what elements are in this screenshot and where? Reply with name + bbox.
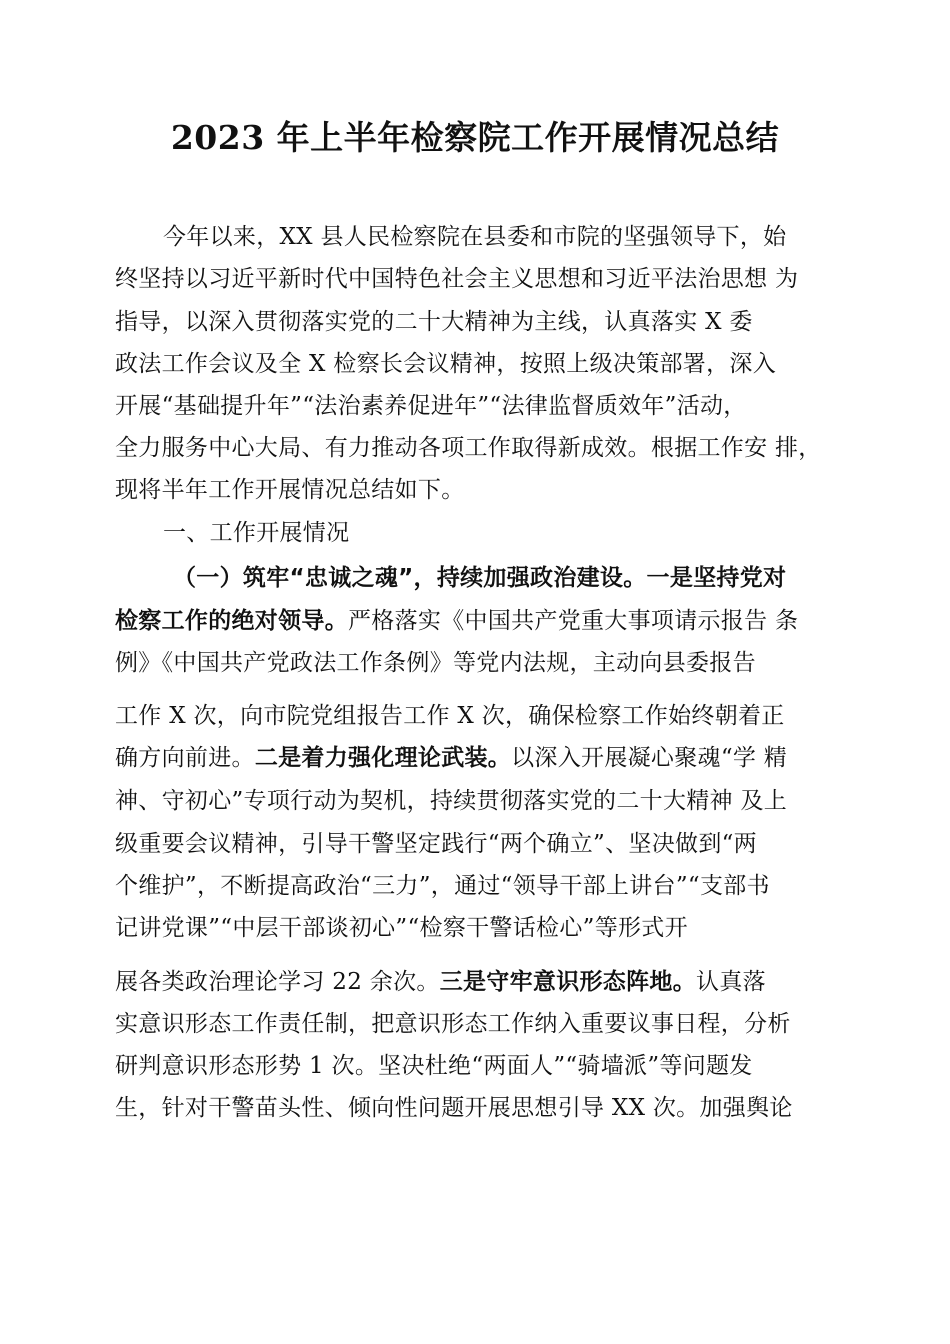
text-run: 实意识形态工作责任制，把意识形态工作纳入重要议事日程，分析 — [115, 1011, 791, 1037]
paragraph-line — [163, 222, 786, 252]
paragraph-line — [115, 871, 770, 901]
text-run: 研判意识形态形势 1 次。坚决杜绝“两面人”“骑墙派”等问题发 — [115, 1053, 753, 1079]
text-run: 确方向前进。 — [115, 745, 255, 771]
paragraph-line — [115, 967, 766, 997]
paragraph-line — [115, 786, 787, 816]
text-run: 认真落 — [696, 969, 766, 995]
paragraph-line — [115, 307, 753, 337]
paragraph-line — [115, 1093, 793, 1123]
paragraph-line — [115, 475, 465, 505]
text-run: 终坚持以习近平新时代中国特色社会主义思想和习近平法治思想 为 — [115, 266, 799, 292]
bold-text-run: 检察工作的绝对领导。 — [115, 608, 348, 634]
paragraph-line — [163, 518, 349, 548]
text-run: 例》《中国共产党政法工作条例》等党内法规，主动向县委报告 — [115, 650, 756, 676]
paragraph-line — [115, 743, 787, 773]
paragraph-line — [115, 648, 756, 678]
paragraph-line — [115, 701, 785, 731]
paragraph-line — [115, 391, 747, 421]
bold-text-run: 二是着力强化理论武装。 — [254, 745, 512, 771]
text-run: 以深入开展凝心聚魂“学 精 — [511, 745, 788, 771]
text-run: 现将半年工作开展情况总结如下。 — [115, 477, 465, 503]
paragraph-line — [115, 349, 776, 379]
text-run: 级重要会议精神，引导干警坚定践行“两个确立”、坚决做到“两 — [115, 831, 757, 857]
text-run: 全力服务中心大局、有力推动各项工作取得新成效。根据工作安 排， — [115, 435, 822, 461]
text-run: 政法工作会议及全 X 检察长会议精神，按照上级决策部署，深入 — [115, 351, 776, 377]
paragraph-line — [115, 1009, 791, 1039]
text-run: 严格落实《中国共产党重大事项请示报告 条 — [348, 608, 799, 634]
paragraph-line — [115, 433, 822, 463]
text-run: 今年以来，XX 县人民检察院在县委和市院的坚强领导下，始 — [163, 224, 787, 250]
text-run: 神、守初心”专项行动为契机，持续贯彻落实党的二十大精神 及上 — [115, 788, 788, 814]
bold-text-run: （一）筑牢“忠诚之魂”，持续加强政治建设。一是坚持党对 — [173, 565, 787, 591]
paragraph-line — [115, 264, 798, 294]
text-run: 个维护”，不断提高政治“三力”，通过“领导干部上讲台”“支部书 — [115, 873, 770, 899]
paragraph-line — [115, 1051, 753, 1081]
bold-text-run: 三是守牢意识形态阵地。 — [439, 969, 697, 995]
paragraph-line — [115, 829, 757, 859]
text-run: 生，针对干警苗头性、倾向性问题开展思想引导 XX 次。加强舆论 — [115, 1095, 793, 1121]
document-title: 2023 年上半年检察院工作开展情况总结 — [170, 118, 780, 157]
text-run: 工作 X 次，向市院党组报告工作 X 次，确保检察工作始终朝着正 — [115, 703, 785, 729]
paragraph-line — [115, 913, 688, 943]
text-run: 记讲党课”“中层干部谈初心”“检察干警话检心”等形式开 — [115, 915, 688, 941]
text-run: 展各类政治理论学习 22 余次。 — [115, 969, 440, 995]
paragraph-line — [115, 606, 798, 636]
text-run: 开展“基础提升年”“法治素养促进年”“法律监督质效年”活动， — [115, 393, 747, 419]
text-run: 指导，以深入贯彻落实党的二十大精神为主线，认真落实 X 委 — [115, 309, 753, 335]
text-run: 一、工作开展情况 — [163, 520, 350, 546]
paragraph-line — [173, 563, 786, 593]
